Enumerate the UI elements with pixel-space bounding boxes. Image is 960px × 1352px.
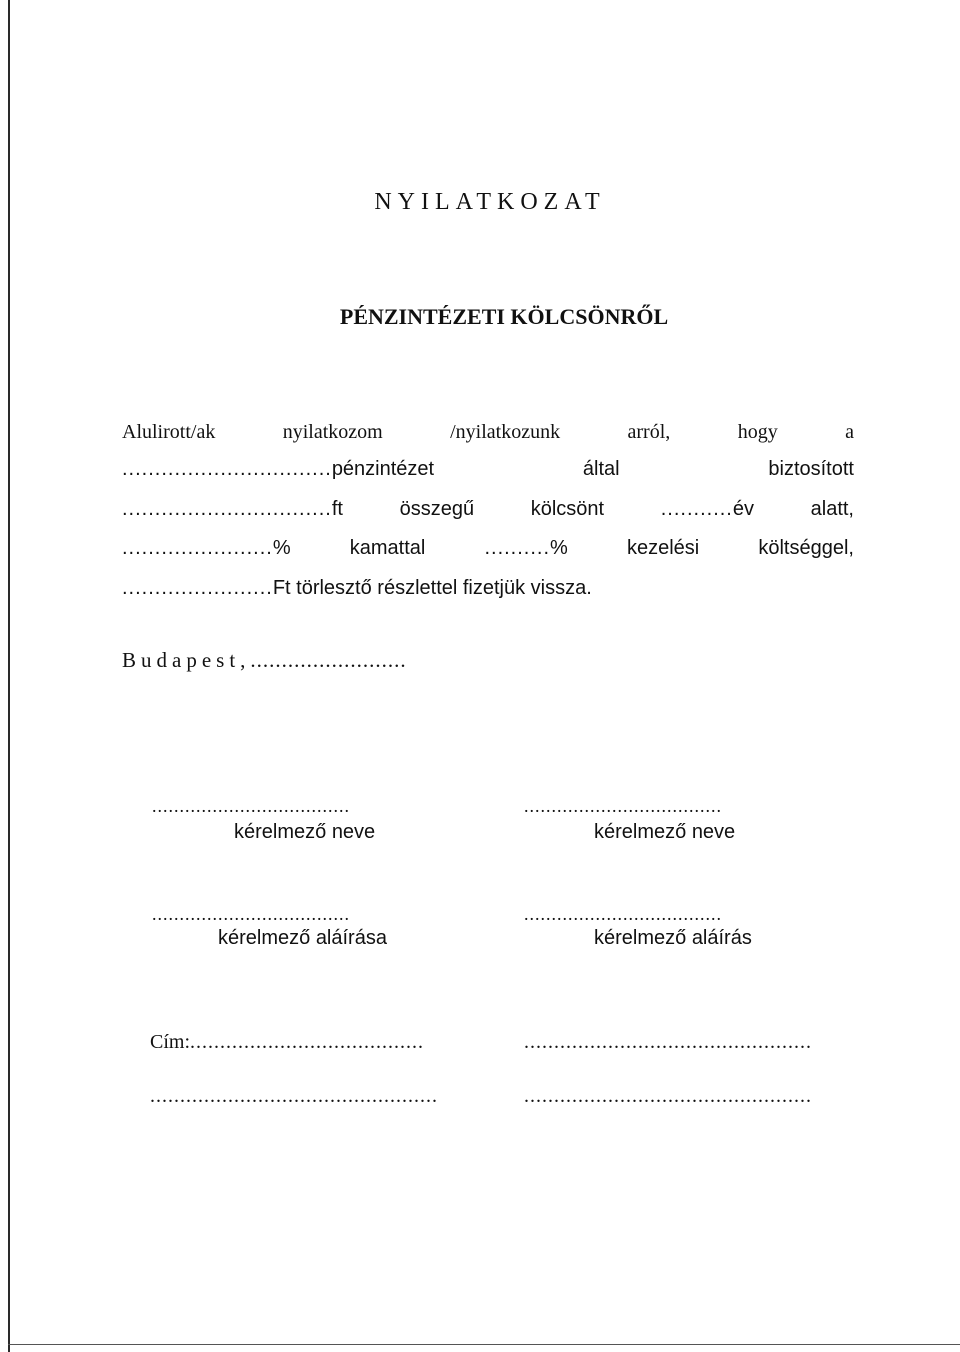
signature-line-right: .................................... [524, 904, 722, 924]
signature-label-left: kérelmező aláírása [218, 927, 387, 949]
signature-line-left: .................................... [152, 904, 350, 924]
word: hogy [737, 421, 778, 443]
word: által [582, 458, 620, 480]
bank-name-blank [122, 458, 434, 481]
word: pénzintézet [331, 458, 435, 480]
word: kamattal [349, 537, 426, 559]
fill-in-dots: ................................ [122, 498, 332, 520]
word: /nyilatkozunk [450, 421, 561, 443]
word: Alulirott/ak [122, 421, 216, 443]
address-blank: ................................................ [524, 1031, 812, 1053]
place-label: Budapest, [122, 648, 251, 672]
paragraph-line-4 [122, 537, 854, 560]
document-subtitle: PÉNZINTÉZETI KÖLCSÖNRŐL [339, 304, 669, 329]
paragraph-line-1 [122, 421, 854, 444]
address-blank: ................................................ [524, 1085, 812, 1107]
address-line-left [150, 1031, 424, 1054]
word: költséggel, [758, 537, 854, 559]
paragraph-line-3 [122, 498, 854, 521]
years-blank [661, 498, 754, 521]
name-line-right: .................................... [524, 796, 722, 816]
fill-in-dots: .......... [484, 537, 551, 559]
date-blank: ......................... [250, 648, 407, 672]
address-blank: ................................................ [150, 1085, 438, 1107]
scan-edge-bottom [8, 1344, 960, 1345]
paragraph-line-5 [122, 577, 592, 600]
paragraph-line-2 [122, 458, 854, 481]
word: % [550, 537, 568, 559]
amount-blank [122, 498, 343, 521]
word: kezelési [626, 537, 700, 559]
installment-blank: ....................... [122, 577, 273, 599]
line-text: Ft törlesztő részlettel fizetjük vissza. [272, 577, 592, 599]
fill-in-dots: ........... [660, 498, 733, 520]
word: biztosított [768, 458, 854, 480]
fill-in-dots: ....................... [122, 537, 273, 559]
word: % [272, 537, 291, 559]
handling-fee-blank [484, 537, 567, 560]
signature-label-right: kérelmező aláírás [594, 927, 752, 949]
interest-blank [122, 537, 291, 560]
word: nyilatkozom [282, 421, 383, 443]
address-line-right-2 [524, 1085, 812, 1108]
word: év [732, 498, 754, 520]
word: ft [331, 498, 343, 520]
word: a [845, 421, 854, 443]
place-date [122, 648, 407, 673]
word: alatt, [810, 498, 854, 520]
name-line-left: .................................... [152, 796, 350, 816]
name-label-right: kérelmező neve [594, 821, 736, 843]
address-blank: ....................................... [190, 1031, 425, 1053]
word: arról, [627, 421, 671, 443]
fill-in-dots: ................................ [122, 458, 332, 480]
name-label-left: kérelmező neve [234, 821, 376, 843]
word: összegű [399, 498, 475, 520]
address-line-left-2 [150, 1085, 438, 1108]
address-label: Cím: [150, 1031, 191, 1053]
word: kölcsönt [530, 498, 605, 520]
address-line-right [524, 1031, 812, 1054]
document-title: NYILATKOZAT [374, 189, 606, 215]
